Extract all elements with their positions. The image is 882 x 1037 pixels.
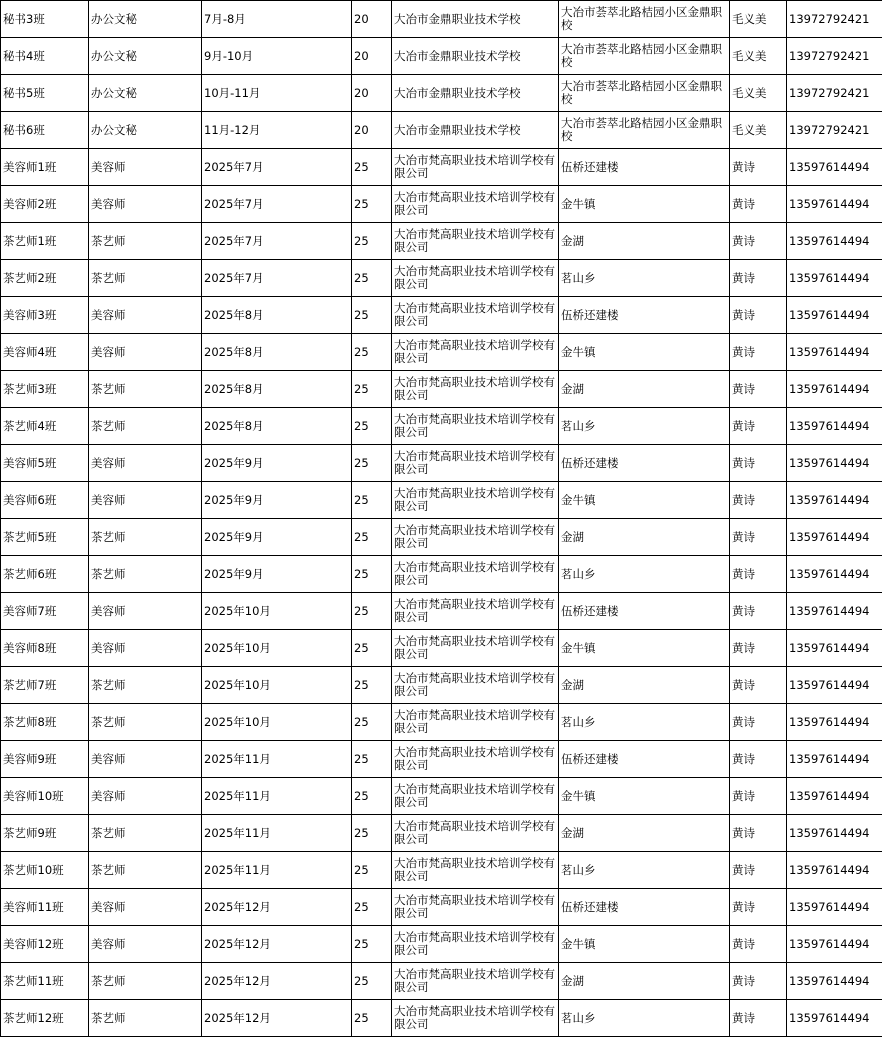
location-cell: 金牛镇 [559, 186, 730, 223]
location-cell: 金湖 [559, 223, 730, 260]
period-cell: 2025年7月 [202, 149, 352, 186]
phone-cell: 13597614494 [787, 297, 882, 334]
profession-cell: 茶艺师 [89, 704, 202, 741]
table-row [1, 926, 882, 963]
count-cell: 25 [352, 556, 392, 593]
profession-cell: 美容师 [89, 926, 202, 963]
school-cell: 大冶市金鼎职业技术学校 [392, 112, 559, 149]
phone-cell: 13597614494 [787, 482, 882, 519]
count-cell: 25 [352, 519, 392, 556]
contact-cell: 黄诗 [730, 556, 787, 593]
school-cell: 大冶市梵高职业技术培训学校有限公司 [392, 741, 559, 778]
class-name-cell: 美容师9班 [1, 741, 89, 778]
period-cell: 11月-12月 [202, 112, 352, 149]
location-cell: 金牛镇 [559, 778, 730, 815]
count-cell: 25 [352, 704, 392, 741]
period-cell: 7月-8月 [202, 1, 352, 38]
school-cell: 大冶市梵高职业技术培训学校有限公司 [392, 371, 559, 408]
school-cell: 大冶市梵高职业技术培训学校有限公司 [392, 630, 559, 667]
table-row [1, 149, 882, 186]
period-cell: 2025年10月 [202, 667, 352, 704]
location-cell: 金湖 [559, 667, 730, 704]
profession-cell: 办公文秘 [89, 1, 202, 38]
location-cell: 金湖 [559, 963, 730, 1000]
profession-cell: 美容师 [89, 778, 202, 815]
location-cell: 伍桥还建楼 [559, 889, 730, 926]
profession-cell: 茶艺师 [89, 1000, 202, 1037]
phone-cell: 13597614494 [787, 815, 882, 852]
count-cell: 25 [352, 889, 392, 926]
location-cell: 伍桥还建楼 [559, 297, 730, 334]
table-row [1, 38, 882, 75]
class-name-cell: 美容师2班 [1, 186, 89, 223]
phone-cell: 13597614494 [787, 260, 882, 297]
class-name-cell: 秘书4班 [1, 38, 89, 75]
phone-cell: 13597614494 [787, 519, 882, 556]
class-name-cell: 茶艺师1班 [1, 223, 89, 260]
location-cell: 金牛镇 [559, 334, 730, 371]
contact-cell: 黄诗 [730, 741, 787, 778]
period-cell: 2025年7月 [202, 260, 352, 297]
location-cell: 茗山乡 [559, 556, 730, 593]
table-row [1, 371, 882, 408]
school-cell: 大冶市梵高职业技术培训学校有限公司 [392, 889, 559, 926]
phone-cell: 13597614494 [787, 926, 882, 963]
school-cell: 大冶市梵高职业技术培训学校有限公司 [392, 519, 559, 556]
phone-cell: 13597614494 [787, 667, 882, 704]
count-cell: 25 [352, 186, 392, 223]
phone-cell: 13972792421 [787, 1, 882, 38]
count-cell: 25 [352, 852, 392, 889]
school-cell: 大冶市梵高职业技术培训学校有限公司 [392, 260, 559, 297]
profession-cell: 茶艺师 [89, 371, 202, 408]
period-cell: 2025年11月 [202, 852, 352, 889]
contact-cell: 毛义美 [730, 75, 787, 112]
count-cell: 25 [352, 445, 392, 482]
phone-cell: 13597614494 [787, 704, 882, 741]
school-cell: 大冶市梵高职业技术培训学校有限公司 [392, 408, 559, 445]
class-name-cell: 茶艺师11班 [1, 963, 89, 1000]
class-name-cell: 茶艺师8班 [1, 704, 89, 741]
class-name-cell: 茶艺师12班 [1, 1000, 89, 1037]
count-cell: 25 [352, 815, 392, 852]
school-cell: 大冶市金鼎职业技术学校 [392, 75, 559, 112]
count-cell: 25 [352, 482, 392, 519]
period-cell: 10月-11月 [202, 75, 352, 112]
profession-cell: 办公文秘 [89, 112, 202, 149]
contact-cell: 黄诗 [730, 1000, 787, 1037]
table-row [1, 519, 882, 556]
class-name-cell: 美容师10班 [1, 778, 89, 815]
contact-cell: 黄诗 [730, 371, 787, 408]
class-name-cell: 美容师12班 [1, 926, 89, 963]
count-cell: 25 [352, 408, 392, 445]
count-cell: 20 [352, 112, 392, 149]
school-cell: 大冶市梵高职业技术培训学校有限公司 [392, 926, 559, 963]
profession-cell: 茶艺师 [89, 223, 202, 260]
profession-cell: 美容师 [89, 297, 202, 334]
period-cell: 2025年8月 [202, 334, 352, 371]
contact-cell: 黄诗 [730, 704, 787, 741]
period-cell: 9月-10月 [202, 38, 352, 75]
table-row [1, 963, 882, 1000]
count-cell: 20 [352, 75, 392, 112]
profession-cell: 茶艺师 [89, 556, 202, 593]
table-row [1, 75, 882, 112]
class-name-cell: 秘书5班 [1, 75, 89, 112]
table-row [1, 223, 882, 260]
profession-cell: 办公文秘 [89, 38, 202, 75]
contact-cell: 黄诗 [730, 149, 787, 186]
table-body [1, 1, 882, 1037]
location-cell: 伍桥还建楼 [559, 593, 730, 630]
class-name-cell: 美容师7班 [1, 593, 89, 630]
period-cell: 2025年9月 [202, 445, 352, 482]
count-cell: 25 [352, 260, 392, 297]
period-cell: 2025年10月 [202, 593, 352, 630]
phone-cell: 13597614494 [787, 556, 882, 593]
count-cell: 20 [352, 38, 392, 75]
contact-cell: 黄诗 [730, 852, 787, 889]
location-cell: 大冶市荟萃北路桔园小区金鼎职校 [559, 1, 730, 38]
contact-cell: 黄诗 [730, 260, 787, 297]
phone-cell: 13972792421 [787, 75, 882, 112]
count-cell: 25 [352, 371, 392, 408]
school-cell: 大冶市梵高职业技术培训学校有限公司 [392, 445, 559, 482]
phone-cell: 13597614494 [787, 741, 882, 778]
profession-cell: 茶艺师 [89, 963, 202, 1000]
profession-cell: 茶艺师 [89, 519, 202, 556]
school-cell: 大冶市梵高职业技术培训学校有限公司 [392, 778, 559, 815]
location-cell: 伍桥还建楼 [559, 741, 730, 778]
count-cell: 25 [352, 223, 392, 260]
phone-cell: 13597614494 [787, 852, 882, 889]
profession-cell: 办公文秘 [89, 75, 202, 112]
school-cell: 大冶市梵高职业技术培训学校有限公司 [392, 1000, 559, 1037]
profession-cell: 茶艺师 [89, 260, 202, 297]
profession-cell: 美容师 [89, 334, 202, 371]
class-name-cell: 美容师6班 [1, 482, 89, 519]
school-cell: 大冶市梵高职业技术培训学校有限公司 [392, 186, 559, 223]
class-name-cell: 茶艺师3班 [1, 371, 89, 408]
period-cell: 2025年10月 [202, 630, 352, 667]
class-name-cell: 茶艺师7班 [1, 667, 89, 704]
count-cell: 25 [352, 778, 392, 815]
class-name-cell: 秘书6班 [1, 112, 89, 149]
profession-cell: 茶艺师 [89, 667, 202, 704]
table-row [1, 556, 882, 593]
contact-cell: 黄诗 [730, 186, 787, 223]
phone-cell: 13597614494 [787, 408, 882, 445]
location-cell: 大冶市荟萃北路桔园小区金鼎职校 [559, 75, 730, 112]
table-row [1, 334, 882, 371]
class-name-cell: 茶艺师2班 [1, 260, 89, 297]
phone-cell: 13972792421 [787, 38, 882, 75]
table-row [1, 741, 882, 778]
table-row [1, 260, 882, 297]
count-cell: 25 [352, 297, 392, 334]
location-cell: 金湖 [559, 815, 730, 852]
location-cell: 伍桥还建楼 [559, 149, 730, 186]
phone-cell: 13597614494 [787, 889, 882, 926]
period-cell: 2025年12月 [202, 963, 352, 1000]
contact-cell: 黄诗 [730, 445, 787, 482]
count-cell: 25 [352, 926, 392, 963]
contact-cell: 黄诗 [730, 963, 787, 1000]
location-cell: 茗山乡 [559, 260, 730, 297]
class-name-cell: 美容师1班 [1, 149, 89, 186]
location-cell: 茗山乡 [559, 704, 730, 741]
location-cell: 伍桥还建楼 [559, 445, 730, 482]
school-cell: 大冶市梵高职业技术培训学校有限公司 [392, 593, 559, 630]
contact-cell: 毛义美 [730, 1, 787, 38]
class-name-cell: 茶艺师9班 [1, 815, 89, 852]
profession-cell: 美容师 [89, 482, 202, 519]
class-name-cell: 茶艺师4班 [1, 408, 89, 445]
school-cell: 大冶市金鼎职业技术学校 [392, 1, 559, 38]
period-cell: 2025年7月 [202, 223, 352, 260]
school-cell: 大冶市梵高职业技术培训学校有限公司 [392, 852, 559, 889]
class-name-cell: 美容师11班 [1, 889, 89, 926]
phone-cell: 13597614494 [787, 186, 882, 223]
profession-cell: 茶艺师 [89, 408, 202, 445]
contact-cell: 黄诗 [730, 408, 787, 445]
period-cell: 2025年8月 [202, 371, 352, 408]
period-cell: 2025年8月 [202, 408, 352, 445]
count-cell: 25 [352, 741, 392, 778]
location-cell: 金牛镇 [559, 926, 730, 963]
profession-cell: 美容师 [89, 741, 202, 778]
table-row [1, 778, 882, 815]
class-name-cell: 美容师8班 [1, 630, 89, 667]
profession-cell: 美容师 [89, 593, 202, 630]
contact-cell: 黄诗 [730, 223, 787, 260]
table-row [1, 1, 882, 38]
table-row [1, 593, 882, 630]
contact-cell: 黄诗 [730, 297, 787, 334]
period-cell: 2025年9月 [202, 556, 352, 593]
count-cell: 25 [352, 1000, 392, 1037]
profession-cell: 茶艺师 [89, 852, 202, 889]
count-cell: 25 [352, 334, 392, 371]
phone-cell: 13597614494 [787, 963, 882, 1000]
period-cell: 2025年12月 [202, 1000, 352, 1037]
phone-cell: 13597614494 [787, 334, 882, 371]
table-row [1, 297, 882, 334]
phone-cell: 13597614494 [787, 445, 882, 482]
phone-cell: 13597614494 [787, 593, 882, 630]
contact-cell: 黄诗 [730, 926, 787, 963]
school-cell: 大冶市梵高职业技术培训学校有限公司 [392, 667, 559, 704]
class-name-cell: 茶艺师5班 [1, 519, 89, 556]
period-cell: 2025年10月 [202, 704, 352, 741]
location-cell: 金牛镇 [559, 630, 730, 667]
location-cell: 大冶市荟萃北路桔园小区金鼎职校 [559, 38, 730, 75]
count-cell: 20 [352, 1, 392, 38]
school-cell: 大冶市梵高职业技术培训学校有限公司 [392, 334, 559, 371]
contact-cell: 黄诗 [730, 482, 787, 519]
count-cell: 25 [352, 630, 392, 667]
period-cell: 2025年9月 [202, 482, 352, 519]
class-name-cell: 美容师4班 [1, 334, 89, 371]
phone-cell: 13597614494 [787, 223, 882, 260]
profession-cell: 茶艺师 [89, 815, 202, 852]
school-cell: 大冶市梵高职业技术培训学校有限公司 [392, 963, 559, 1000]
contact-cell: 黄诗 [730, 815, 787, 852]
class-name-cell: 美容师5班 [1, 445, 89, 482]
period-cell: 2025年11月 [202, 815, 352, 852]
contact-cell: 黄诗 [730, 630, 787, 667]
period-cell: 2025年8月 [202, 297, 352, 334]
table-row [1, 408, 882, 445]
contact-cell: 黄诗 [730, 667, 787, 704]
school-cell: 大冶市梵高职业技术培训学校有限公司 [392, 556, 559, 593]
school-cell: 大冶市金鼎职业技术学校 [392, 38, 559, 75]
table-row [1, 1000, 882, 1037]
period-cell: 2025年11月 [202, 741, 352, 778]
location-cell: 茗山乡 [559, 852, 730, 889]
class-name-cell: 美容师3班 [1, 297, 89, 334]
count-cell: 25 [352, 593, 392, 630]
table-row [1, 445, 882, 482]
count-cell: 25 [352, 963, 392, 1000]
phone-cell: 13597614494 [787, 371, 882, 408]
location-cell: 金湖 [559, 519, 730, 556]
phone-cell: 13972792421 [787, 112, 882, 149]
profession-cell: 美容师 [89, 630, 202, 667]
table-row [1, 852, 882, 889]
contact-cell: 黄诗 [730, 334, 787, 371]
period-cell: 2025年7月 [202, 186, 352, 223]
table-row [1, 112, 882, 149]
table-row [1, 667, 882, 704]
profession-cell: 美容师 [89, 889, 202, 926]
period-cell: 2025年12月 [202, 926, 352, 963]
table-row [1, 482, 882, 519]
location-cell: 茗山乡 [559, 1000, 730, 1037]
phone-cell: 13597614494 [787, 149, 882, 186]
count-cell: 25 [352, 149, 392, 186]
phone-cell: 13597614494 [787, 778, 882, 815]
phone-cell: 13597614494 [787, 1000, 882, 1037]
class-name-cell: 茶艺师10班 [1, 852, 89, 889]
school-cell: 大冶市梵高职业技术培训学校有限公司 [392, 815, 559, 852]
class-name-cell: 茶艺师6班 [1, 556, 89, 593]
phone-cell: 13597614494 [787, 630, 882, 667]
period-cell: 2025年9月 [202, 519, 352, 556]
school-cell: 大冶市梵高职业技术培训学校有限公司 [392, 297, 559, 334]
contact-cell: 黄诗 [730, 778, 787, 815]
school-cell: 大冶市梵高职业技术培训学校有限公司 [392, 482, 559, 519]
location-cell: 大冶市荟萃北路桔园小区金鼎职校 [559, 112, 730, 149]
period-cell: 2025年11月 [202, 778, 352, 815]
profession-cell: 美容师 [89, 186, 202, 223]
profession-cell: 美容师 [89, 445, 202, 482]
school-cell: 大冶市梵高职业技术培训学校有限公司 [392, 704, 559, 741]
contact-cell: 黄诗 [730, 593, 787, 630]
table-row [1, 889, 882, 926]
contact-cell: 毛义美 [730, 38, 787, 75]
table-row [1, 630, 882, 667]
location-cell: 金牛镇 [559, 482, 730, 519]
table-row [1, 186, 882, 223]
table-row [1, 704, 882, 741]
contact-cell: 毛义美 [730, 112, 787, 149]
school-cell: 大冶市梵高职业技术培训学校有限公司 [392, 223, 559, 260]
table-row [1, 815, 882, 852]
school-cell: 大冶市梵高职业技术培训学校有限公司 [392, 149, 559, 186]
location-cell: 金湖 [559, 371, 730, 408]
count-cell: 25 [352, 667, 392, 704]
profession-cell: 美容师 [89, 149, 202, 186]
contact-cell: 黄诗 [730, 889, 787, 926]
location-cell: 茗山乡 [559, 408, 730, 445]
period-cell: 2025年12月 [202, 889, 352, 926]
contact-cell: 黄诗 [730, 519, 787, 556]
class-name-cell: 秘书3班 [1, 1, 89, 38]
